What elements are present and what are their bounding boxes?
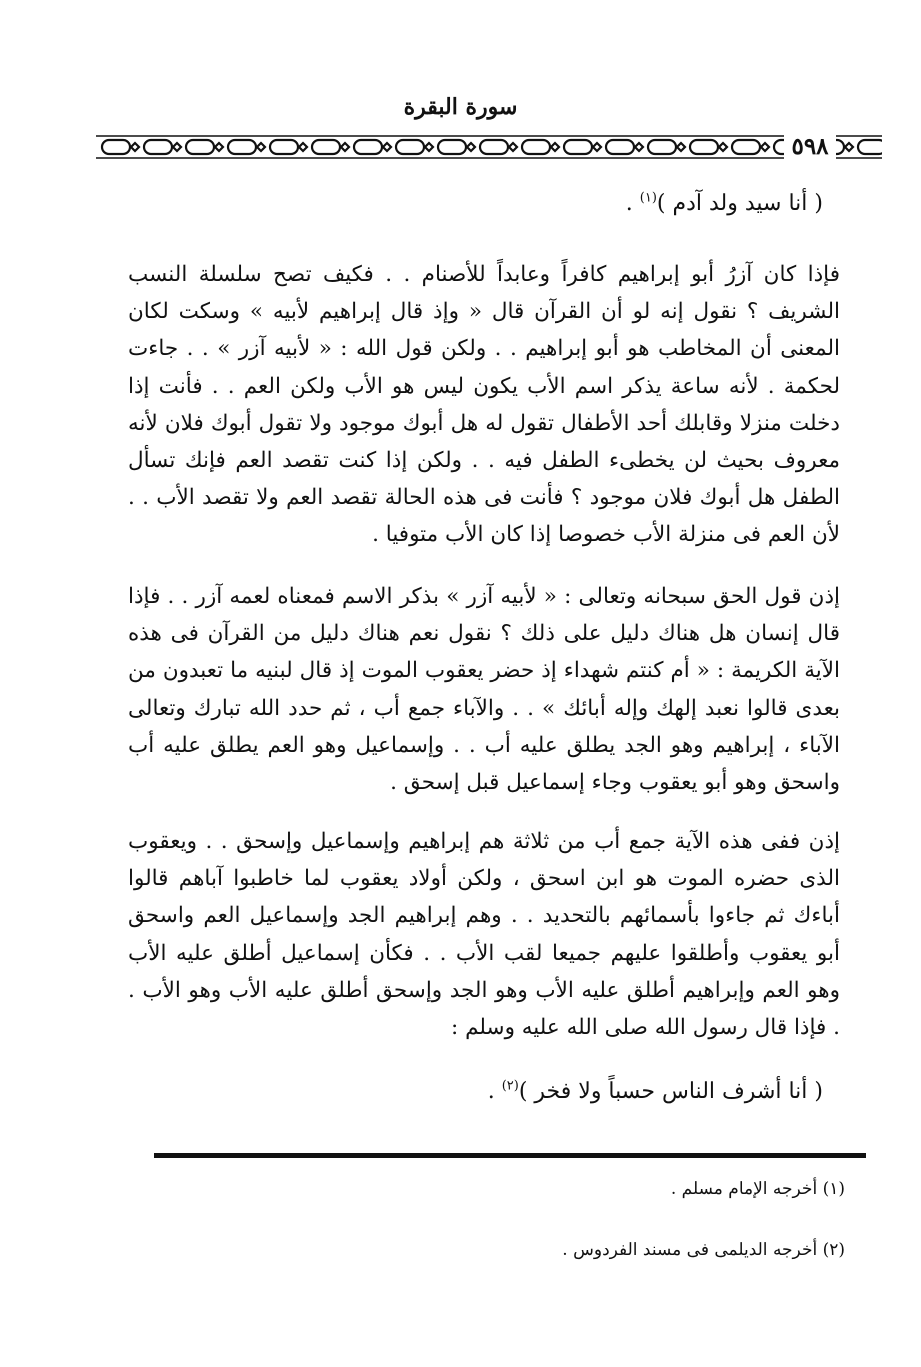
hadith-quote-1 bbox=[123, 187, 823, 221]
footnote-2 bbox=[245, 1236, 845, 1264]
footnote-ref-2[interactable]: (٢) bbox=[501, 1078, 519, 1094]
footnote-number: (٢) bbox=[822, 1240, 845, 1260]
page-number: ٥٩٨ bbox=[784, 134, 836, 160]
quote-text: ( أنا أشرف الناس حسباً ولا فخر ) bbox=[518, 1079, 823, 1104]
footnote-number: (١) bbox=[822, 1179, 845, 1199]
footnote-ref-1[interactable]: (١) bbox=[639, 190, 657, 206]
footnote-1 bbox=[245, 1175, 845, 1203]
paragraph-1: فإذا كان آزرُ أبو إبراهيم كافراً وعابداً للأصنام . . فكيف تصح سلسلة النسب الشريف ؟ نقول إنه لو أن القرآن قال « وإذ قال إبراهيم لأبيه » وسكت لكان المعنى أن المخاطب هو أبو إبراهيم . . ولكن قول الله : « لأبيه آزر » . . جاءت لحكمة . لأنه ساعة يذكر اسم الأب يكون ليس هو الأب ولكن العم . . فأنت إذا دخلت منزلا وقابلك أحد الأطفال تقول له هل أبوك موجود ولا تقول أبوك فلان لأنه معروف بحيث لن يخطىء الطفل فيه . . ولكن إذا كنت تقصد العم فإنك تسأل الطفل هل أبوك فلان موجود ؟ فأنت فى هذه الحالة تقصد العم ولا تقصد الأب . . لأن العم فى منزلة الأب خصوصا إذا كان الأب متوفيا . bbox=[128, 262, 840, 548]
surah-title: سورة البقرة bbox=[403, 94, 518, 120]
ornamental-border bbox=[96, 130, 882, 164]
footnote-text: أخرجه الإمام مسلم . bbox=[670, 1179, 823, 1199]
hadith-quote-2 bbox=[123, 1075, 823, 1109]
quote-tail: . bbox=[487, 1079, 502, 1104]
paragraph-2: إذن قول الحق سبحانه وتعالى : « لأبيه آزر » بذكر الاسم فمعناه لعمه آزر . . فإذا قال إنسان هل هناك دليل على ذلك ؟ نقول نعم هناك دليل من القرآن فى هذه الآية الكريمة : « أم كنتم شهداء إذ حضر يعقوب الموت إذ قال لبنيه ما تعبدون من بعدى قالوا نعبد إلهك وإله أبائك » . . والآباء جمع أب ، ثم حدد الله تبارك وتعالى الآباء ، إبراهيم وهو الجد يطلق عليه أب . . وإسماعيل وهو العم يطلق عليه أب واسحق وهو أبو يعقوب وجاء إسماعيل قبل إسحق . bbox=[128, 584, 840, 796]
quote-tail: . bbox=[625, 191, 640, 216]
footnote-separator bbox=[154, 1153, 866, 1158]
paragraph-3: إذن ففى هذه الآية جمع أب من ثلاثة هم إبراهيم وإسماعيل وإسحق . . ويعقوب الذى حضره الموت هو ابن اسحق ، ولكن أولاد يعقوب لما خاطبوا آباهم قالوا أباءك ثم جاءوا بأسمائهم بالتحديد . . وهم إبراهيم الجد وإسماعيل العم واسحق أبو يعقوب وأطلقوا عليهم جميعا لقب الأب . . فكأن إسماعيل أطلق عليه الأب وهو العم وإبراهيم أطلق عليه الأب وهو الجد وإسحق أطلق عليه الأب وهو الأب . . فإذا قال رسول الله صلى الله عليه وسلم : bbox=[128, 829, 840, 1041]
footnote-text: أخرجه الديلمى فى مسند الفردوس . bbox=[562, 1240, 823, 1260]
quote-text: ( أنا سيد ولد آدم ) bbox=[656, 191, 823, 216]
